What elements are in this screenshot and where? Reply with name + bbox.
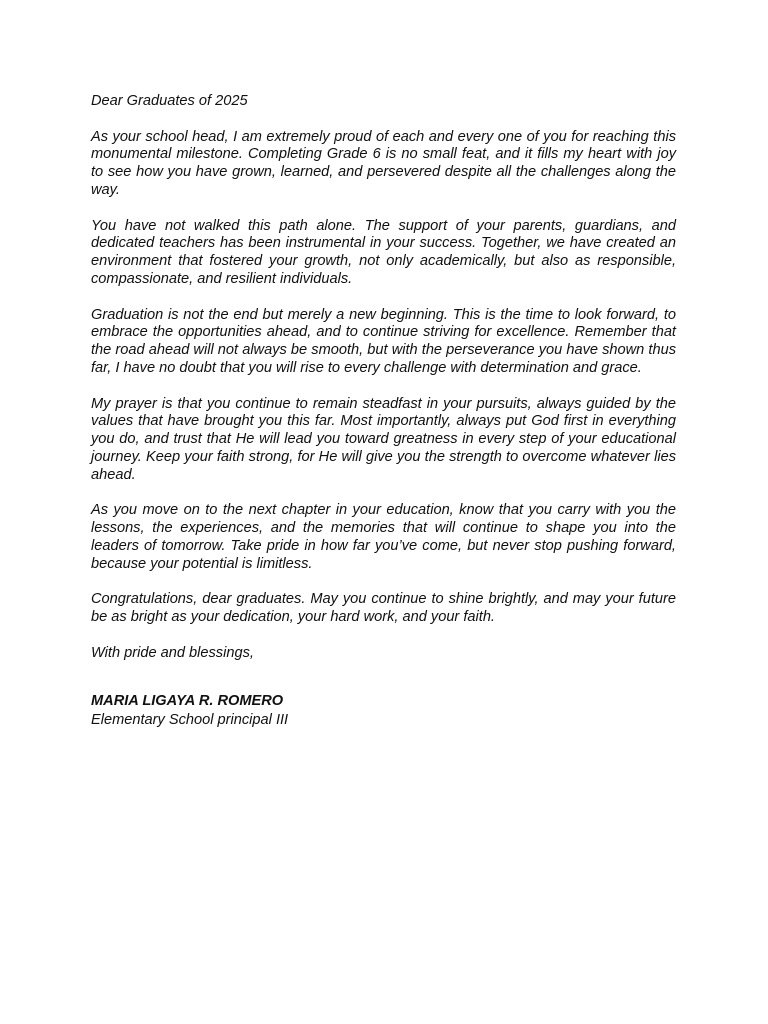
paragraph-pride: As your school head, I am extremely proud of each and every one of you for reaching this monumental milestone. Completing Grade 6 is no small feat, and it fills my heart with joy to see how you have grown, learned, and persevered despite all the challenges along the way. xyxy=(91,128,676,198)
paragraph-new-beginning: Graduation is not the end but merely a new beginning. This is the time to look forward, to embrace the opportunities ahead, and to continue striving for excellence. Remember that the road ahead will not always be smooth, but with the perseverance you have shown thus far, I have no doubt that you will rise to every challenge with determination and grace. xyxy=(91,306,676,376)
paragraph-support: You have not walked this path alone. The support of your parents, guardians, and dedicated teachers has been instrumental in your success. Together, we have created an environment that fostered your growth, not only academically, but also as responsible, compassionate, and resilient individuals. xyxy=(91,217,676,287)
paragraph-prayer: My prayer is that you continue to remain steadfast in your pursuits, always guided by the values that have brought you this far. Most importantly, always put God first in everything you do, and trust that He will lead you toward greatness in every step of your educational journey. Keep your faith strong, for He will give you the strength to overcome whatever lies ahead. xyxy=(91,395,676,483)
paragraph-next-chapter: As you move on to the next chapter in your education, know that you carry with you the lessons, the experiences, and the memories that will continue to shape you into the leaders of tomorrow. Take pride in how far you’ve come, but never stop pushing forward, because your potential is limitless. xyxy=(91,502,676,572)
signatory-title: Elementary School principal III xyxy=(91,711,289,728)
salutation: Dear Graduates of 2025 xyxy=(91,93,248,109)
paragraph-congratulations: Congratulations, dear graduates. May you continue to shine brightly, and may your future be as bright as your dedication, your hard work, and your faith. xyxy=(91,591,676,626)
closing-line: With pride and blessings, xyxy=(91,644,254,661)
signatory-name: MARIA LIGAYA R. ROMERO xyxy=(91,692,284,709)
